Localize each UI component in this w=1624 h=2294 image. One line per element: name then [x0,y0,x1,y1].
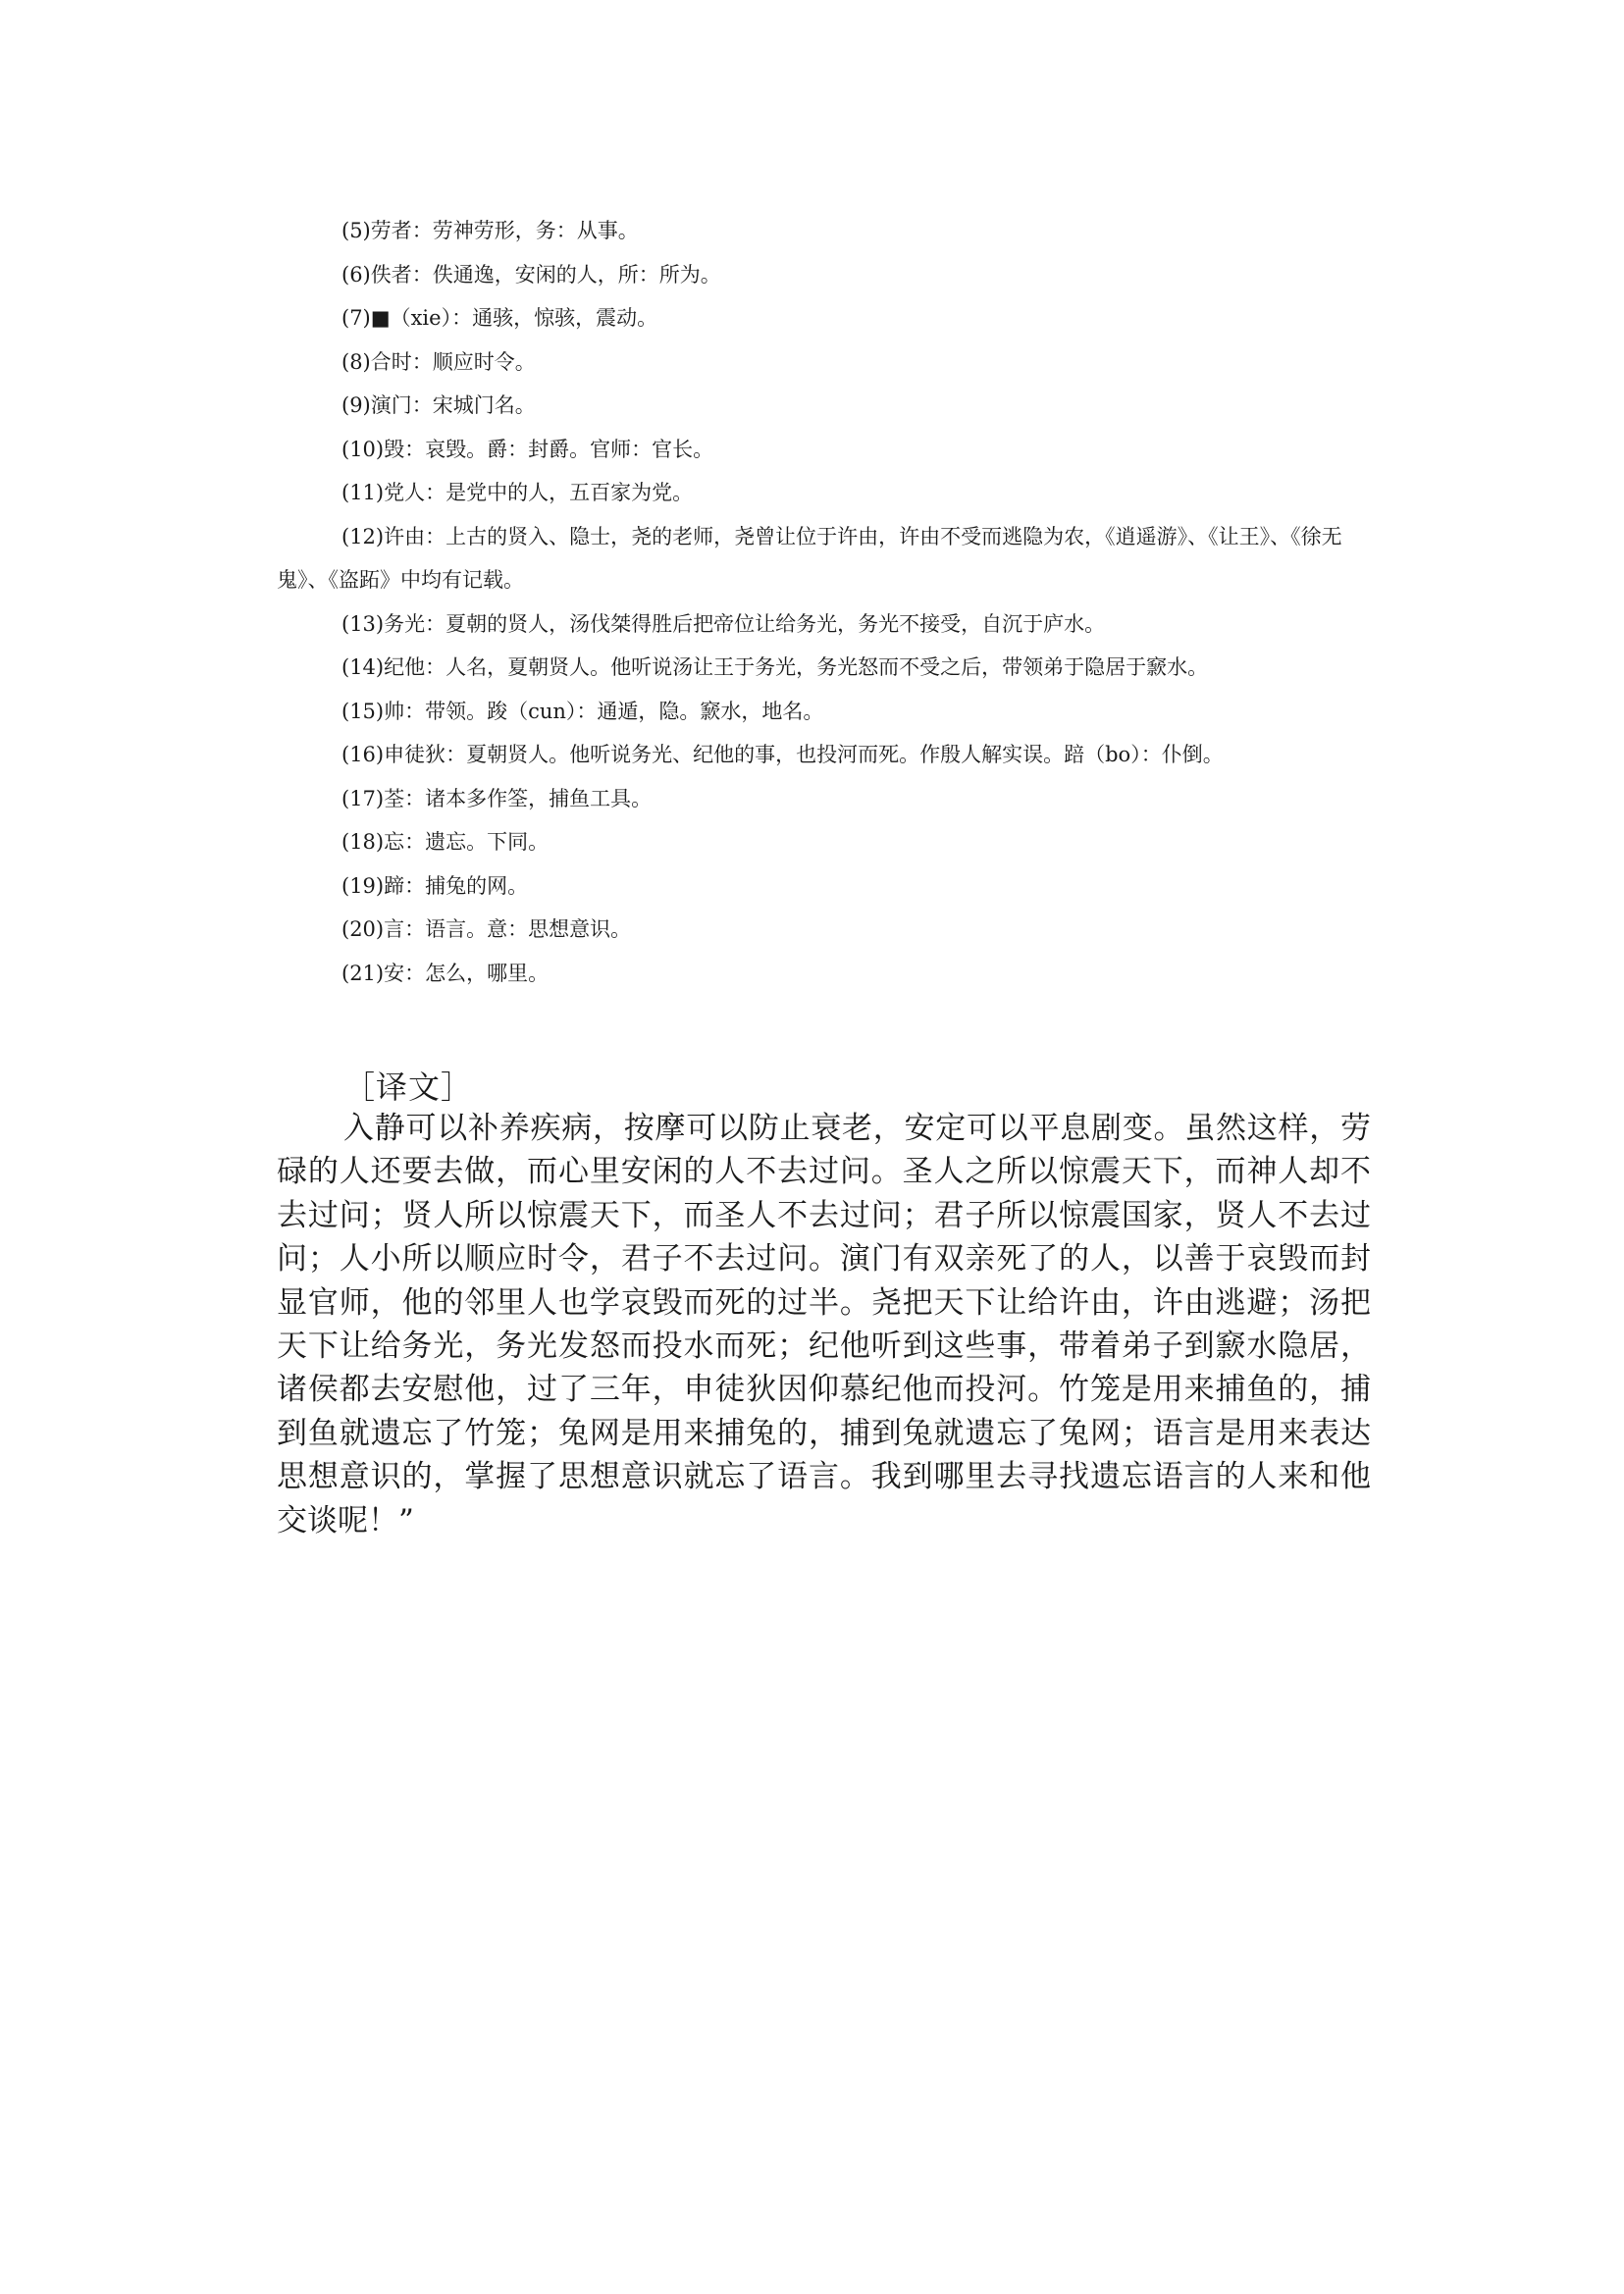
annotation-item: (16)申徒狄：夏朝贤人。他听说务光、纪他的事，也投河而死。作殷人解实误。踣（bo）：仆倒。 [341,743,1224,766]
annotation-item: (18)忘：遗忘。下同。 [341,830,550,854]
annotation-item: (13)务光：夏朝的贤人，汤伐桀得胜后把帝位让给务光，务光不接受，自沉于庐水。 [341,611,1106,636]
translation-paragraph: 入静可以补养疾病，按摩可以防止衰老，安定可以平息剧变。虽然这样，劳碌的人还要去做，而心里安闲的人不去过问。圣人之所以惊震天下，而神人却不去过问；贤人所以惊震天下，而圣人不去过问；君子所以惊震国家，贤人不去过问；人小所以顺应时令，君子不去过问。演门有双亲死了的人，以善于哀毁而封显官师，他的邻里人也学哀毁而死的过半。尧把天下让给许由，许由逃避；汤把天下让给务光，务光发怒而投水而死；纪他听到这些事，带着弟子到窾水隐居，诸侯都去安慰他，过了三年，申徒狄因仰慕纪他而投河。竹笼是用来捕鱼的，捕到鱼就遗忘了竹笼；兔网是用来捕兔的，捕到兔就遗忘了兔网；语言是用来表达思想意识的，掌握了思想意识就忘了语言。我到哪里去寻找遗忘语言的人来和他交谈呢！” [277,1111,1371,1538]
annotation-item: (6)佚者：佚通逸，安闲的人，所：所为。 [341,262,721,287]
annotation-list [277,209,1371,995]
annotation-item: (9)演门：宋城门名。 [341,393,536,417]
annotation-item: (8)合时：顺应时令。 [341,349,536,374]
annotation-item: (12)许由：上古的贤入、隐士，尧的老师，尧曾让位于许由，许由不受而逃隐为农，《逍遥游》、《让王》、《徐无鬼》、《盗跖》中均有记载。 [277,524,1342,592]
annotation-item: (7)■（xie）：通骇，惊骇，震动。 [341,306,658,330]
annotation-item: (5)劳者：劳神劳形，务：从事。 [341,219,639,242]
annotation-item: (10)毁：哀毁。爵：封爵。官师：官长。 [341,437,714,461]
annotation-item: (20)言：语言。意：思想意识。 [341,917,632,941]
translation-section [277,1068,1371,1542]
annotation-item: (21)安：怎么，哪里。 [341,961,550,985]
annotation-item: (11)党人：是党中的人，五百家为党。 [341,481,694,504]
annotation-item: (15)帅：带领。踆（cun）：通遁，隐。窾水，地名。 [341,699,824,723]
annotation-item: (19)蹄：捕兔的网。 [341,873,529,898]
annotation-item: (14)纪他：人名，夏朝贤人。他听说汤让王于务光，务光怒而不受之后，带领弟于隐居于窾水。 [341,655,1209,679]
translation-heading: ［译文］ [343,1069,474,1106]
annotation-item: (17)荃：诸本多作筌，捕鱼工具。 [341,786,653,810]
